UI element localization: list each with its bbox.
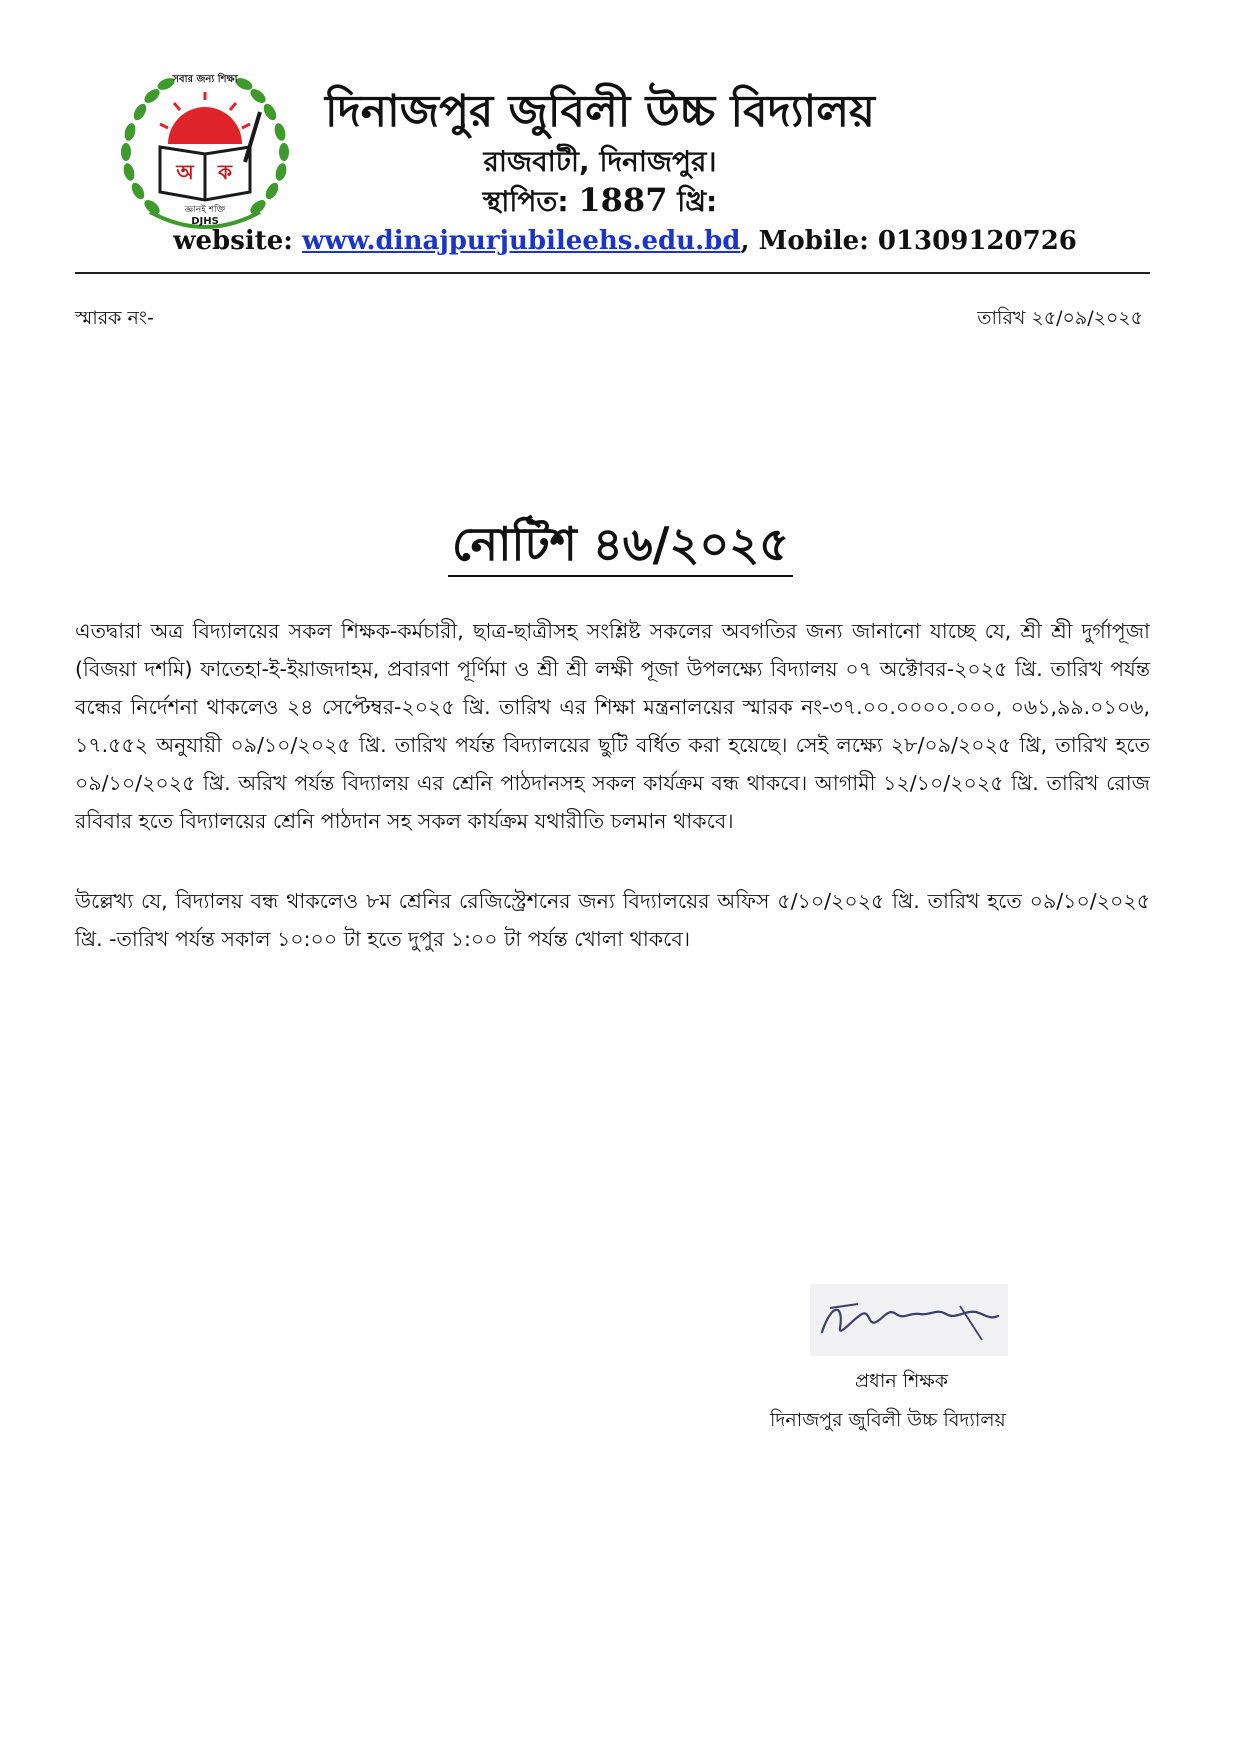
established-suffix: খ্রি: (677, 185, 718, 218)
school-location: রাজবাটী, দিনাজপুর। (483, 145, 717, 178)
notice-date: তারিখ ২৫/০৯/২০২৫ (977, 307, 1143, 329)
contact-line (160, 226, 1090, 256)
logo-abbr: DJHS (191, 216, 219, 227)
mobile-number: 01309120726 (877, 226, 1077, 256)
logo-motto: জ্ঞানই শক্তি (184, 205, 226, 215)
school-logo (110, 52, 300, 237)
established-year: 1887 (578, 181, 668, 219)
signatory-title: প্রধান শিক্ষক (855, 1370, 949, 1392)
notice-title-wrap (0, 510, 1241, 586)
logo-letter-right: ক (218, 160, 232, 184)
body-paragraph-2: উল্লেখ্য যে, বিদ্যালয় বন্ধ থাকলেও ৮ম শ্রেনির রেজিস্ট্রেশনের জন্য বিদ্যালয়ের অফিস ৫/১০/২০২৫ খ্রি. তারিখ হতে ০৯/১০/২০২৫ খ্রি. -তারিখ পর্যন্ত সকাল ১০:০০ টা হতে দুপুর ১:০০ টা পর্যন্ত খোলা থাকবে। (75, 889, 1150, 951)
website-label: website: (173, 226, 293, 256)
signature-scribble (810, 1284, 1008, 1356)
established-label: স্থাপিত: (482, 185, 569, 218)
school-name: দিনাজপুর জুবিলী উচ্চ বিদ্যালয় (325, 86, 875, 137)
body-paragraph-1: এতদ্বারা অত্র বিদ্যালয়ের সকল শিক্ষক-কর্মচারী, ছাত্র-ছাত্রীসহ সংশ্লিষ্ট সকলের অবগতির জন্য জানানো যাচ্ছে যে, শ্রী শ্রী দুর্গাপূজা (বিজয়া দশমি) ফাতেহা-ই-ইয়াজদাহম, প্রবারণা পূর্ণিমা ও শ্রী শ্রী লক্ষী পূজা উপলক্ষ্যে বিদ্যালয় ০৭ অক্টোবর-২০২৫ খ্রি. তারিখ পর্যন্ত বন্ধের নির্দেশনা থাকলেও ২৪ সেপ্টেম্বর-২০২৫ খ্রি. তারিখ এর শিক্ষা মন্ত্রনালয়ের স্মারক নং-৩৭.০০.০০০০.০০০, ০৬১,৯৯.০১০৬, ১৭.৫৫২ অনুযায়ী ০৯/১০/২০২৫ খ্রি. তারিখ পর্যন্ত বিদ্যালয়ের ছুটি বর্ধিত করা হয়েছে। সেই লক্ষ্যে ২৮/০৯/২০২৫ খ্রি, তারিখ হতে ০৯/১০/২০২৫ খ্রি. অরিখ পর্যন্ত বিদ্যালয় এর শ্রেনি পাঠদানসহ সকল কার্যক্রম বন্ধ থাকবে। আগামী ১২/১০/২০২৫ খ্রি. তারিখ রোজ রবিবার হতে বিদ্যালয়ের শ্রেনি পাঠদান সহ সকল কার্যক্রম যথারীতি চলমান থাকবে। (75, 619, 1150, 833)
logo-arc-text: সবার জন্য শিক্ষা (172, 74, 238, 85)
header-divider (75, 272, 1150, 274)
notice-title: নোটিশ ৪৬/২০২৫ (448, 517, 793, 577)
memo-number: স্মারক নং- (75, 307, 154, 329)
mobile-label: , Mobile: (740, 226, 869, 256)
established-line (300, 180, 900, 227)
headmaster-signature (810, 1284, 1008, 1356)
signatory-school: দিনাজপুর জুবিলী উচ্চ বিদ্যালয় (770, 1409, 1006, 1431)
logo-letter-left: অ (176, 160, 194, 184)
website-link[interactable]: www.dinajpurjubileehs.edu.bd (301, 226, 741, 256)
